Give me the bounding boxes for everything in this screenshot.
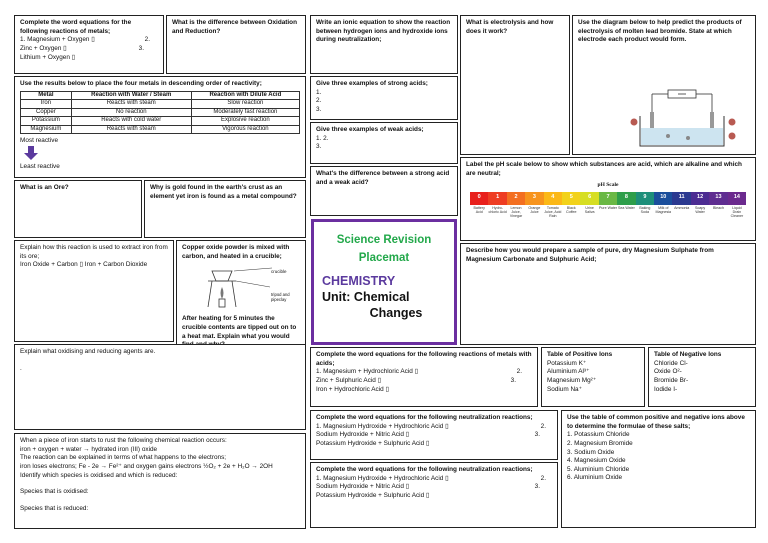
table-row (21, 108, 300, 117)
positive-ions-box (541, 347, 645, 407)
equations-metals-box (14, 15, 164, 74)
list-item: 3. Sodium Oxide (567, 448, 615, 456)
gold-question: Why is gold found in the earth's crust as an element yet iron is found as a metal compound? (150, 184, 297, 200)
list-item: 1. (316, 88, 322, 96)
placemat-subject: CHEMISTRY (322, 274, 396, 288)
least-reactive-label: Least reactive (20, 162, 60, 170)
reactivity-table (20, 91, 300, 135)
magnesium-sulfate-box (460, 243, 756, 345)
magnesium-sulfate-question: Describe how you would prepare a sample of pure, dry Magnesium Sulphate from Magnesium Carbonate and Sulphuric Acid; (466, 247, 714, 263)
table-cell: Vigorous reaction (191, 125, 299, 134)
list-item: 3. (316, 105, 322, 113)
equation-line: Potassium Hydroxide + Sulphuric Acid ▯ (316, 439, 430, 447)
ph-cell: 14 (728, 192, 746, 205)
ph-substance-label: Soapy Water (694, 205, 706, 214)
ph-cell: 11 (672, 192, 690, 205)
table-header: Reaction with Water / Steam (71, 91, 191, 100)
table-row (21, 100, 300, 109)
ph-substance-label: Bleach (712, 205, 724, 210)
list-item: 1. 2. (316, 134, 329, 142)
oxidising-dot: . (20, 364, 22, 372)
most-reactive-label: Most reactive (20, 137, 59, 145)
equation-line: Zinc + Sulphuric Acid ▯ (316, 376, 382, 384)
positive-ions-title: Table of Positive Ions (547, 351, 613, 358)
list-item: Iodide I- (654, 385, 678, 393)
ph-cell: 7 (599, 192, 617, 205)
ore-box (14, 180, 142, 238)
equation-line: Sodium Hydroxide + Nitric Acid ▯ (316, 483, 410, 491)
list-item: Bromide Br- (654, 376, 689, 384)
list-item: Sodium Na⁺ (547, 385, 582, 393)
ph-substance-label: Tomato Juice, Acid Rain (544, 205, 562, 218)
table-cell: Copper (21, 108, 72, 117)
placemat-unit: Unit: Chemical (322, 290, 410, 304)
rust-line: When a piece of iron starts to rust the following chemical reaction occurs: (20, 437, 227, 444)
electrolysis-question: What is electrolysis and how does it work? (466, 19, 554, 35)
table-row (21, 117, 300, 126)
table-cell: Moderately fast reaction (191, 108, 299, 117)
equation-line: 1. Magnesium + Oxygen ▯ (20, 36, 95, 44)
formulae-title: Use the table of common positive and negative ions above to determine the formulae of these salts; (567, 414, 745, 430)
equation-number: 3. (534, 483, 540, 491)
equation-line: Zinc + Oxygen ▯ (20, 44, 67, 52)
ph-substance-label: Baking Soda (639, 205, 651, 214)
list-item: Potassium K⁺ (547, 359, 587, 367)
strong-acids-question: Give three examples of strong acids; (316, 80, 428, 87)
list-item: 4. Magnesium Oxide (567, 457, 626, 465)
equation-number: 3. (138, 44, 144, 52)
equation-line: Potassium Hydroxide + Sulphuric Acid ▯ (316, 491, 430, 499)
gold-box (144, 180, 306, 238)
list-item: 5. Aluminium Chloride (567, 465, 630, 473)
ph-substance-label: Liquid Drain Cleaner (730, 205, 744, 218)
equation-line: Sodium Hydroxide + Nitric Acid ▯ (316, 431, 410, 439)
table-cell: Reacts with steam (71, 125, 191, 134)
placemat-unit-line2: Changes (369, 306, 423, 320)
list-item: Aluminium Al³⁺ (547, 368, 590, 376)
ph-cell: 0 (470, 192, 488, 205)
equation-number: 3. (534, 431, 540, 439)
table-cell: Reacts with cold water (71, 117, 191, 126)
ph-substance-label: Lemon Juice, Vinegar (509, 205, 523, 218)
ph-substance-label: Milk of Magnesia (655, 205, 672, 214)
strong-weak-box (310, 166, 458, 216)
ph-cell: 13 (709, 192, 727, 205)
placemat-heading-2: Placemat (358, 252, 410, 264)
equation-number: 2. (516, 368, 522, 376)
equation-number: 2. (144, 36, 150, 44)
equation-number: 2. (540, 474, 546, 482)
extract-iron-box (14, 240, 174, 342)
ph-cell: 10 (654, 192, 672, 205)
placemat-heading-1: Science Revision (336, 234, 432, 246)
ph-cell: 5 (562, 192, 580, 205)
ph-substance-label: Hydro-chloric Acid (488, 205, 507, 214)
negative-ions-box (648, 347, 756, 407)
weak-acids-question: Give three examples of weak acids; (316, 126, 424, 133)
rust-line: iron + oxygen + water → hydrated iron (III) oxide (20, 445, 158, 453)
oxidised-label: Species that is oxidised: (20, 488, 89, 496)
ionic-equation-box (310, 15, 458, 74)
rust-line: The reaction can be explained in terms of what happens to the electrons; (20, 454, 227, 462)
ph-substance-label: Black Coffee (565, 205, 577, 214)
acids-metals-box (310, 347, 538, 407)
ionic-equation-question: Write an ionic equation to show the reaction between hydrogen ions and hydroxide ions during neutralization; (316, 19, 451, 44)
ph-cell: 4 (544, 192, 562, 205)
ph-cell: 8 (617, 192, 635, 205)
equation-number: 2. (540, 422, 546, 430)
ph-cell: 1 (488, 192, 506, 205)
table-cell: Explosive reaction (191, 117, 299, 126)
equation-line: Iron + Hydrochloric Acid ▯ (316, 385, 389, 393)
neutralization-title: Complete the word equations for the following neutralization reactions; (316, 414, 533, 421)
extract-iron-equation: Iron Oxide + Carbon ▯ Iron + Carbon Dioxide (20, 261, 148, 269)
table-cell: Iron (21, 100, 72, 109)
table-header: Reaction with Dilute Acid (191, 91, 299, 100)
table-cell: Slow reaction (191, 100, 299, 109)
weak-acids-box (310, 122, 458, 164)
extract-iron-question: Explain how this reaction is used to extract iron from its ore; (20, 244, 168, 260)
neutralization-box-1 (310, 410, 558, 460)
negative-ions-title: Table of Negative Ions (654, 351, 722, 358)
tripod-label: tripod and pipeclay (271, 292, 290, 302)
strong-weak-question: What's the difference between a strong acid and a weak acid? (316, 170, 450, 186)
formulae-box (561, 410, 756, 528)
ph-substance-label: Urine Saliva (584, 205, 595, 214)
ph-substance-label: Sea Water (618, 205, 635, 210)
electrolysis-box (460, 15, 570, 155)
ph-substance-label: Ammonia (674, 205, 690, 210)
table-cell: Reacts with steam (71, 100, 191, 109)
down-arrow-icon (24, 146, 38, 160)
ore-question: What is an Ore? (20, 184, 69, 191)
lead-bromide-box (572, 15, 756, 155)
list-item: 6. Aluminium Oxide (567, 474, 623, 482)
ph-substance-label: Battery Acid (473, 205, 485, 214)
oxidation-reduction-box (166, 15, 306, 74)
list-item: 2. Magnesium Bromide (567, 439, 633, 447)
table-header: Metal (21, 91, 72, 100)
electrolysis-diagram (628, 88, 738, 150)
oxidising-box (14, 344, 306, 430)
ph-strip (470, 192, 746, 205)
table-row (21, 125, 300, 134)
crucible-label: crucible (271, 269, 287, 274)
equation-line: 1. Magnesium + Hydrochloric Acid ▯ (316, 368, 419, 376)
ph-cell: 3 (525, 192, 543, 205)
ph-cell: 12 (691, 192, 709, 205)
acids-metals-title: Complete the word equations for the following reactions of metals with acids; (316, 351, 532, 367)
neutralization-box-2 (310, 462, 558, 528)
list-item: Oxide O²- (654, 368, 682, 376)
ph-cell: 9 (636, 192, 654, 205)
copper-oxide-question: After heating for 5 minutes the crucible contents are tipped out on to a heat mat. Explain what you would (182, 315, 297, 340)
list-item: 3. (316, 143, 322, 151)
table-cell: No reaction (71, 108, 191, 117)
equation-number: 3. (510, 376, 516, 384)
list-item: Magnesium Mg²⁺ (547, 376, 597, 384)
rust-line: Identify which species is oxidised and which is reduced: (20, 471, 178, 479)
table-cell: Magnesium (21, 125, 72, 134)
ph-substance-label: Pure Water (599, 205, 618, 210)
oxidising-question: Explain what oxidising and reducing agents are. (20, 348, 156, 355)
rust-line: iron loses electrons; Fe - 2e → Fe²⁺ and oxygen gains electrons ½O₂ + 2e + H₂O → 2OH (20, 462, 273, 470)
placemat-title-panel (311, 219, 457, 345)
equation-line: 1. Magnesium Hydroxide + Hydrochloric Acid ▯ (316, 422, 449, 430)
reactivity-box (14, 76, 306, 178)
reactivity-title: Use the results below to place the four metals in descending order of reactivity; (20, 80, 262, 87)
list-item: 2. (316, 97, 322, 105)
oxidation-reduction-question: What is the difference between Oxidation and Reduction? (172, 19, 297, 35)
neutralization-title: Complete the word equations for the following neutralization reactions; (316, 466, 533, 473)
reduced-label: Species that is reduced: (20, 504, 89, 512)
equation-line: 1. Magnesium Hydroxide + Hydrochloric Acid ▯ (316, 474, 449, 482)
equation-line: Lithium + Oxygen ▯ (20, 53, 76, 61)
rust-box (14, 433, 306, 529)
ph-cell: 2 (507, 192, 525, 205)
ph-substance-label: Orange Juice (528, 205, 541, 214)
equations-metals-title: Complete the word equations for the following reactions of metals; (20, 19, 132, 35)
list-item: Chloride Cl- (654, 359, 688, 367)
ph-cell: 6 (580, 192, 598, 205)
strong-acids-box (310, 76, 458, 120)
table-cell: Potassium (21, 117, 72, 126)
ph-scale-box (460, 157, 756, 241)
ph-question: Label the pH scale below to show which substances are acid, which are alkaline and which are neutral; (466, 161, 742, 177)
lead-bromide-question: Use the diagram below to help predict the products of electrolysis of molten lead bromide. State at which electrode each product would form. (578, 19, 742, 44)
copper-oxide-intro: Copper oxide powder is mixed with carbon, and heated in a crucible; (182, 244, 290, 260)
ph-scale-title: pH Scale (597, 182, 619, 189)
list-item: 1. Potassium Chloride (567, 431, 630, 439)
ph-substance-labels (470, 207, 746, 219)
